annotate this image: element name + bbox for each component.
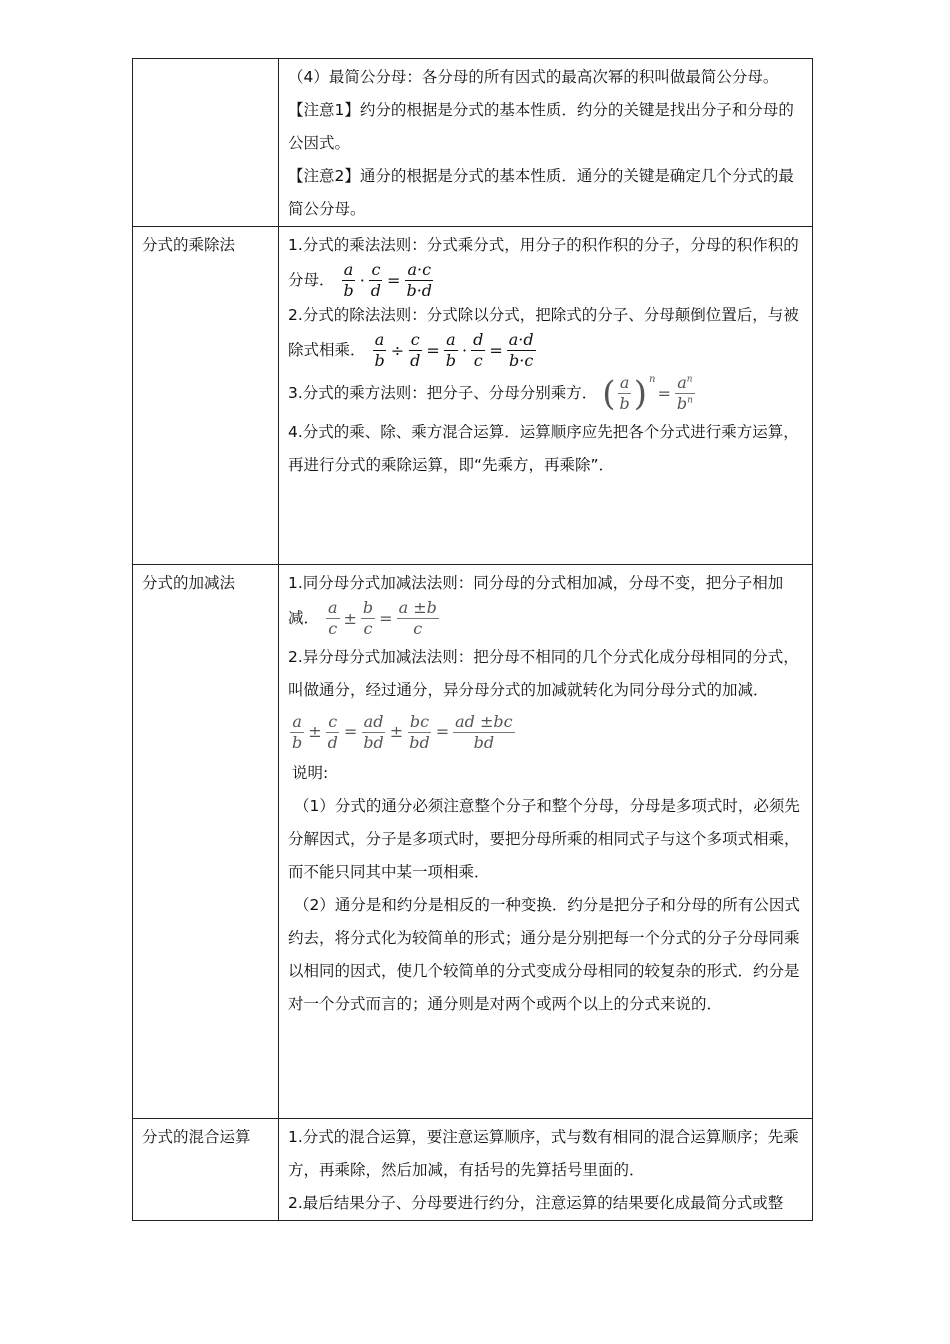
rule-text: 1.同分母分式加减法法则：同分母的分式相加减，分母不变，把分子相加减． — [288, 574, 784, 627]
topic-cell: 分式的乘除法 — [133, 227, 279, 565]
same-denominator-formula: $\frac{a}{c}$ ± $\frac{b}{c}$ = $\frac{a \pm b}{c}$ — [327, 598, 437, 638]
multiplication-formula: $\frac{a}{b}$ · $\frac{c}{d}$ = $\frac{a\cdot c}{b\cdot d}$ — [343, 260, 433, 300]
table-row — [133, 1119, 813, 1221]
table-row — [133, 227, 813, 565]
table-row — [133, 565, 813, 1119]
division-rule — [288, 299, 804, 369]
mixed-rule: 4.分式的乘、除、乘方混合运算．运算顺序应先把各个分式进行乘方运算，再进行分式的乘除运算，即“先乘方，再乘除”． — [288, 423, 799, 474]
content-cell — [279, 1119, 813, 1221]
different-denominator-formula: $\frac{a}{b}$ ± $\frac{c}{d}$ = $\frac{ad}{bd}$ ± $\frac{bc}{bd}$ = $\frac{ad \pm bc}{bd}$ — [292, 711, 513, 752]
table-row — [133, 59, 813, 227]
multiplication-rule — [288, 229, 804, 299]
rule-text: 3.分式的乘方法则：把分子、分母分别乘方． — [288, 384, 598, 402]
explanation-label: 说明: — [292, 764, 329, 782]
note-text: 【注意2】通分的根据是分式的基本性质．通分的关键是确定几个分式的最简公分母。 — [288, 167, 794, 218]
power-rule — [288, 375, 804, 412]
topic-cell: 分式的加减法 — [133, 565, 279, 1119]
power-formula: ( $\frac{a}{b}$ ) n = $\frac{a^n}{b^n}$ — [602, 373, 693, 414]
rule-text: 1.分式的混合运算，要注意运算顺序，式与数有相同的混合运算顺序；先乘方，再乘除，然后加减，有括号的先算括号里面的． — [288, 1128, 799, 1179]
content-cell — [279, 227, 813, 565]
same-denominator-rule — [288, 567, 804, 637]
note-text: 【注意1】约分的根据是分式的基本性质．约分的关键是找出分子和分母的公因式。 — [288, 101, 794, 152]
content-cell — [279, 565, 813, 1119]
different-denominator-rule: 2.异分母分式加减法法则：把分母不相同的几个分式化成分母相同的分式，叫做通分，经过通分，异分母分式的加减就转化为同分母分式的加减． — [288, 648, 799, 699]
topic-cell: 分式的混合运算 — [133, 1119, 279, 1221]
content-cell — [279, 59, 813, 227]
rule-text: 1.分式的乘法法则：分式乘分式，用分子的积作积的分子，分母的积作积的分母． — [288, 236, 799, 289]
rule-text: 2.分式的除法法则：分式除以分式，把除式的分子、分母颠倒位置后，与被除式相乘． — [288, 306, 799, 359]
rule-text: 2.最后结果分子、分母要进行约分，注意运算的结果要化成最简分式或整 — [288, 1194, 784, 1212]
explanation-note: （2）通分是和约分是相反的一种变换．约分是把分子和分母的所有公因式约去，将分式化为较简单的形式；通分是分别把每一个分式的分子分母同乘以相同的因式，使几个较简单的分式变成分母相同的较复杂的形式．约分是对一个分式而言的；通分则是对两个或两个以上的分式来说的． — [288, 896, 800, 1013]
topic-cell — [133, 59, 279, 227]
explanation-note: （1）分式的通分必须注意整个分子和整个分母，分母是多项式时，必须先分解因式，分子是多项式时，要把分母所乘的相同式子与这个多项式相乘，而不能只同其中某一项相乘． — [288, 797, 800, 881]
rule-text: （4）最简公分母：各分母的所有因式的最高次幂的积叫做最简公分母。 — [288, 68, 779, 86]
knowledge-table — [132, 58, 813, 1221]
division-formula: $\frac{a}{b}$ ÷ $\frac{c}{d}$ = $\frac{a}{b}$ · $\frac{d}{c}$ = $\frac{a\cdot d}{b\cdot c}$ — [374, 330, 534, 370]
